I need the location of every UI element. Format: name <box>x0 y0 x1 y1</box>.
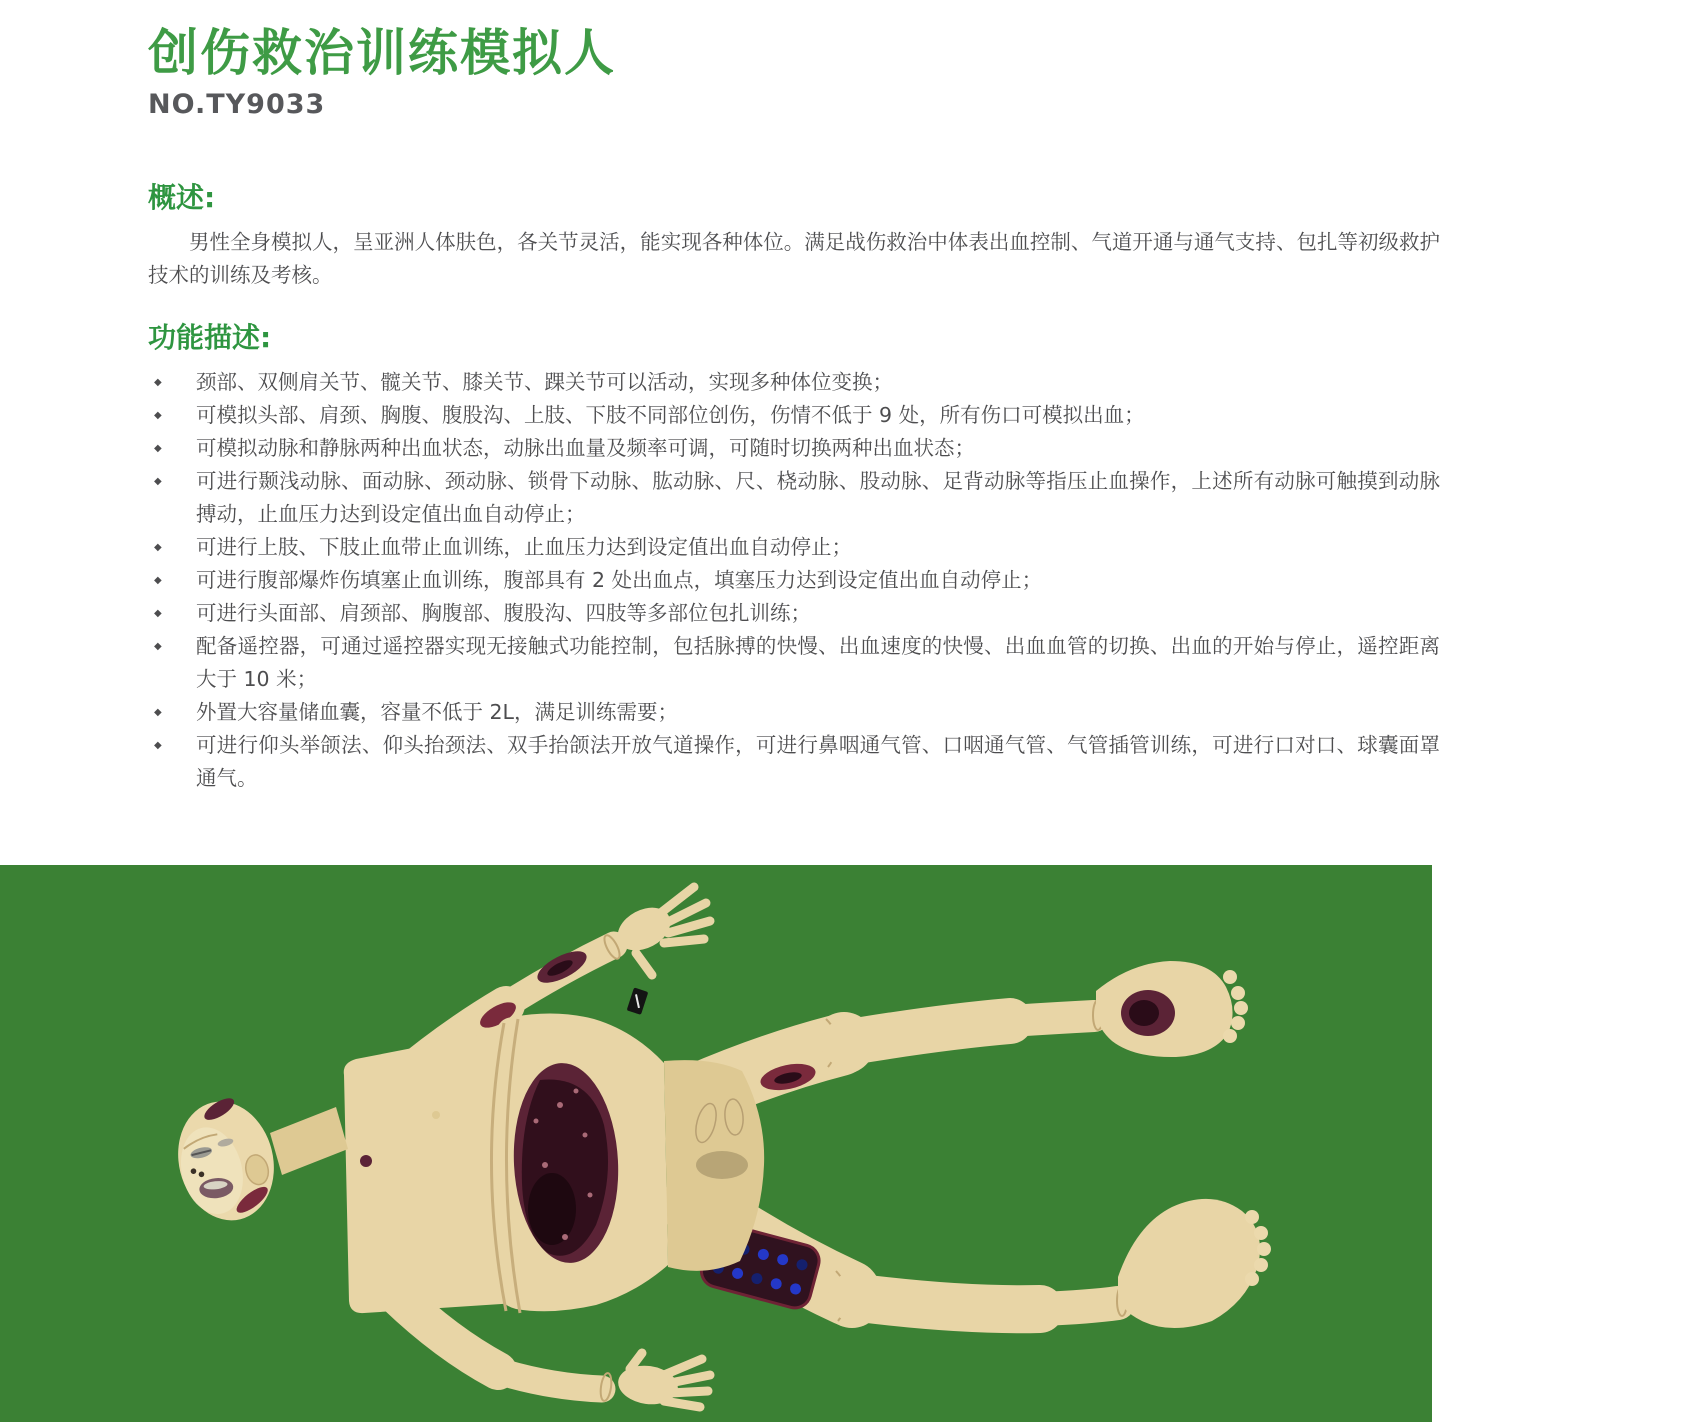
feature-item <box>148 630 1440 696</box>
feature-text: 配备遥控器，可通过遥控器实现无接触式功能控制，包括脉搏的快慢、出血速度的快慢、出血血管的切换、出血的开始与停止，遥控距离大于 10 米； <box>196 634 1440 691</box>
feature-text: 外置大容量储血囊，容量不低于 2L，满足训练需要； <box>196 700 678 724</box>
bullet-diamond-icon: ◆ <box>154 410 162 421</box>
feature-text: 颈部、双侧肩关节、髋关节、膝关节、踝关节可以活动，实现多种体位变换； <box>196 370 893 394</box>
bullet-diamond-icon: ◆ <box>154 377 162 388</box>
bullet-diamond-icon: ◆ <box>154 707 162 718</box>
feature-text: 可模拟头部、肩颈、胸腹、腹股沟、上肢、下肢不同部位创伤，伤情不低于 9 处，所有伤口可模拟出血； <box>196 403 1145 427</box>
product-photo <box>0 865 1432 1422</box>
feature-item <box>148 564 1440 597</box>
feature-item <box>148 399 1440 432</box>
bullet-diamond-icon: ◆ <box>154 542 162 553</box>
bullet-diamond-icon: ◆ <box>154 641 162 652</box>
chest-wound <box>360 1155 372 1167</box>
feature-item <box>148 597 1440 630</box>
feature-item <box>148 729 1440 795</box>
feature-item <box>148 465 1440 531</box>
overview-paragraph: 男性全身模拟人，呈亚洲人体肤色，各关节灵活，能实现各种体位。满足战伤救治中体表出血控制、气道开通与通气支持、包扎等初级救护技术的训练及考核。 <box>148 230 1440 287</box>
features-heading: 功能描述: <box>148 321 272 354</box>
feature-item <box>148 366 1440 399</box>
feature-text: 可进行颞浅动脉、面动脉、颈动脉、锁骨下动脉、肱动脉、尺、桡动脉、股动脉、足背动脉等指压止血操作，上述所有动脉可触摸到动脉搏动，止血压力达到设定值出血自动停止； <box>196 469 1440 526</box>
features-list <box>148 366 1440 795</box>
model-number: NO.TY9033 <box>148 89 326 120</box>
bullet-diamond-icon: ◆ <box>154 608 162 619</box>
manikin-pelvis <box>664 1060 764 1271</box>
bullet-diamond-icon: ◆ <box>154 443 162 454</box>
feature-text: 可进行腹部爆炸伤填塞止血训练，腹部具有 2 处出血点，填塞压力达到设定值出血自动停止； <box>196 568 1043 592</box>
bullet-diamond-icon: ◆ <box>154 575 162 586</box>
feature-item <box>148 531 1440 564</box>
feature-item <box>148 432 1440 465</box>
bullet-diamond-icon: ◆ <box>154 740 162 751</box>
feature-text: 可模拟动脉和静脉两种出血状态，动脉出血量及频率可调，可随时切换两种出血状态； <box>196 436 975 460</box>
manikin-abdomen-vest <box>491 1013 668 1313</box>
text-content <box>148 26 1440 795</box>
feature-item <box>148 696 1440 729</box>
feature-text: 可进行头面部、肩颈部、胸腹部、腹股沟、四肢等多部位包扎训练； <box>196 601 811 625</box>
bullet-diamond-icon: ◆ <box>154 476 162 487</box>
page-title: 创伤救治训练模拟人 <box>148 24 616 82</box>
feature-text: 可进行上肢、下肢止血带止血训练，止血压力达到设定值出血自动停止； <box>196 535 852 559</box>
manikin-photo <box>0 865 1432 1422</box>
overview-heading: 概述: <box>148 181 216 214</box>
feature-text: 可进行仰头举颌法、仰头抬颈法、双手抬颌法开放气道操作，可进行鼻咽通气管、口咽通气管、气管插管训练，可进行口对口、球囊面罩通气。 <box>196 733 1440 790</box>
